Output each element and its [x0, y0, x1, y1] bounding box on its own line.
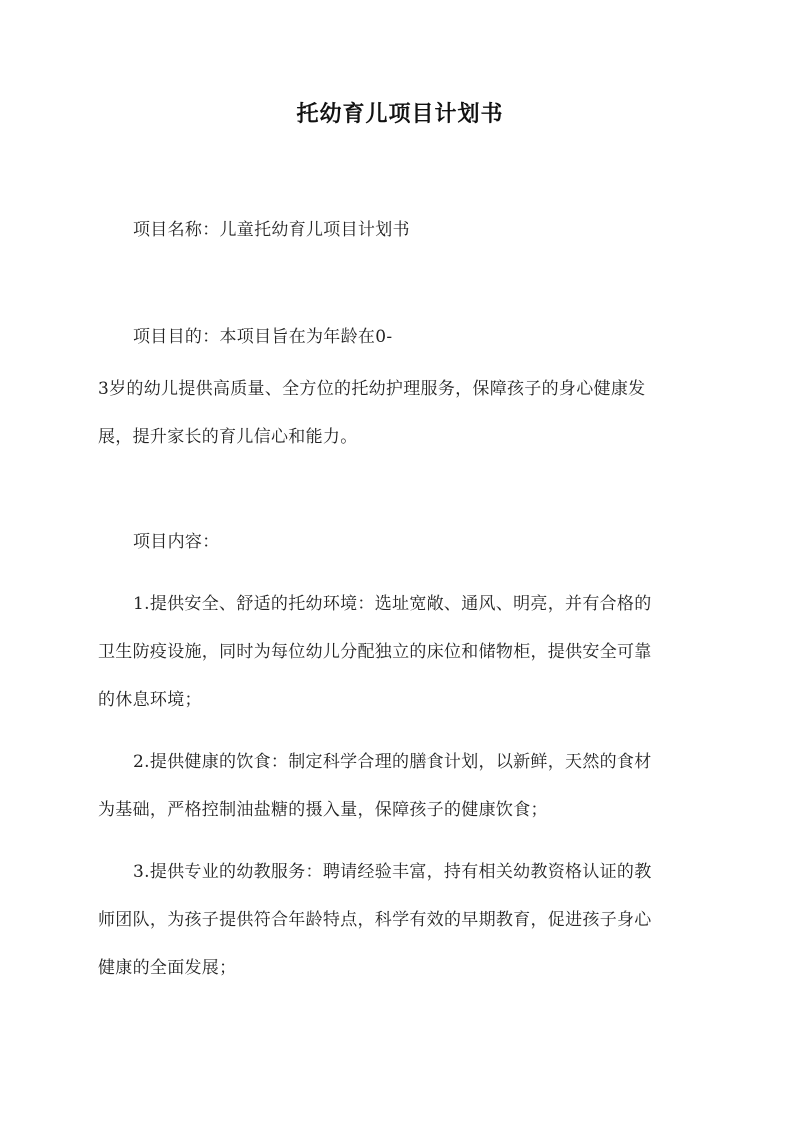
purpose-line: 展，提升家长的育儿信心和能力。: [98, 427, 358, 447]
purpose-line: 3岁的幼儿提供高质量、全方位的托幼护理服务，保障孩子的身心健康发: [98, 379, 646, 399]
item-line: 的休息环境；: [98, 690, 202, 710]
item-line: 为基础，严格控制油盐糖的摄入量，保障孩子的健康饮食；: [98, 800, 548, 820]
document-title: 托幼育儿项目计划书: [296, 101, 504, 127]
item-line: 1.提供安全、舒适的托幼环境：选址宽敞、通风、明亮，并有合格的: [133, 594, 652, 614]
content-heading: 项目内容：: [133, 532, 220, 552]
item-line: 健康的全面发展；: [98, 958, 237, 978]
item-line: 3.提供专业的幼教服务：聘请经验丰富，持有相关幼教资格认证的教: [133, 862, 652, 882]
purpose-line: 项目目的：本项目旨在为年龄在0-: [133, 327, 393, 347]
item-line: 卫生防疫设施，同时为每位幼儿分配独立的床位和储物柜，提供安全可靠: [98, 642, 652, 662]
project-name: 项目名称：儿童托幼育儿项目计划书: [133, 220, 410, 240]
item-line: 师团队，为孩子提供符合年龄特点，科学有效的早期教育，促进孩子身心: [98, 910, 652, 930]
item-line: 2.提供健康的饮食：制定科学合理的膳食计划，以新鲜，天然的食材: [133, 752, 652, 772]
